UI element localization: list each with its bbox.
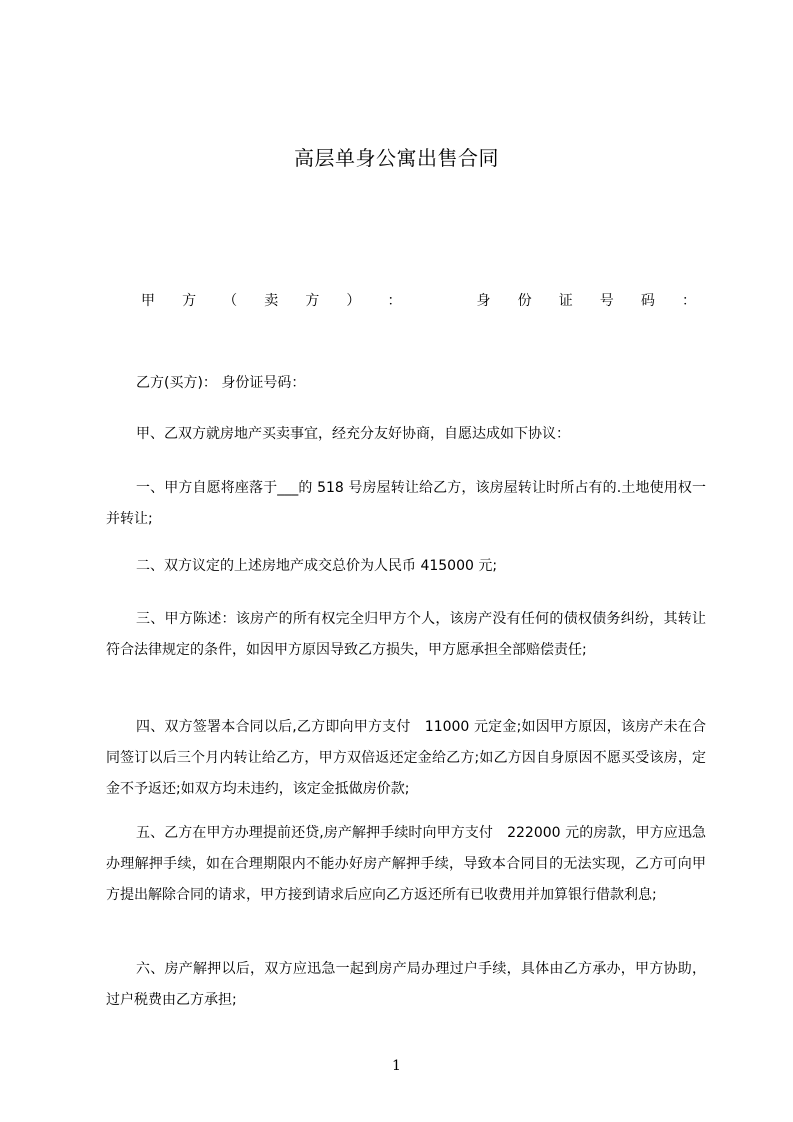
- document-title: 高层单身公寓出售合同: [294, 146, 499, 170]
- party-a-line: [141, 290, 696, 312]
- party-a-char: （: [223, 293, 238, 309]
- id-number-char: 证: [558, 293, 573, 309]
- party-a-char: 方: [305, 293, 320, 309]
- clause-1: 一、甲方自愿将座落于___的 518 号房屋转让给乙方，该房屋转让时所占有的.土地使用权一并转让;: [106, 480, 706, 527]
- party-a-char: ：: [387, 293, 402, 309]
- clause-3: 三、甲方陈述：该房产的所有权完全归甲方个人，该房产没有任何的债权债务纠纷，其转让符合法律规定的条件，如因甲方原因导致乙方损失，甲方愿承担全部赔偿责任;: [106, 611, 706, 658]
- id-number-char: ：: [681, 293, 696, 309]
- id-number-char: 份: [517, 293, 532, 309]
- party-a-char: 甲: [141, 293, 155, 309]
- party-a-char: ）: [346, 293, 361, 309]
- clause-6: 六、房产解押以后，双方应迅急一起到房产局办理过户手续，具体由乙方承办，甲方协助，过户税费由乙方承担;: [106, 961, 706, 1008]
- page-number: 1: [392, 1058, 401, 1074]
- party-b-line: 乙方(买方)： 身份证号码：: [136, 375, 306, 391]
- clause-2: 二、双方议定的上述房地产成交总价为人民币 415000 元;: [136, 558, 498, 574]
- id-number-char: 码: [640, 293, 655, 309]
- clause-5: 五、乙方在甲方办理提前还贷,房产解押手续时向甲方支付 222000 元的房款，甲方应迅急办理解押手续，如在合理期限内不能办好房产解押手续，导致本合同目的无法实现，乙方可向甲方提出解除合同的请求，甲方接到请求后应向乙方返还所有已收费用并加算银行借款利息;: [106, 825, 706, 903]
- party-a-char: 方: [182, 293, 197, 309]
- intro-paragraph: 甲、乙双方就房地产买卖事宜，经充分友好协商，自愿达成如下协议：: [136, 426, 570, 442]
- id-number-char: 号: [599, 293, 614, 309]
- party-a-char: 卖: [264, 293, 279, 309]
- clause-4: 四、双方签署本合同以后,乙方即向甲方支付 11000 元定金;如因甲方原因，该房产未在合同签订以后三个月内转让给乙方，甲方双倍返还定金给乙方;如乙方因自身原因不愿买受该房，定金不予返还;如双方均未违约，该定金抵做房价款;: [106, 719, 706, 797]
- id-number-char: 身: [476, 293, 491, 309]
